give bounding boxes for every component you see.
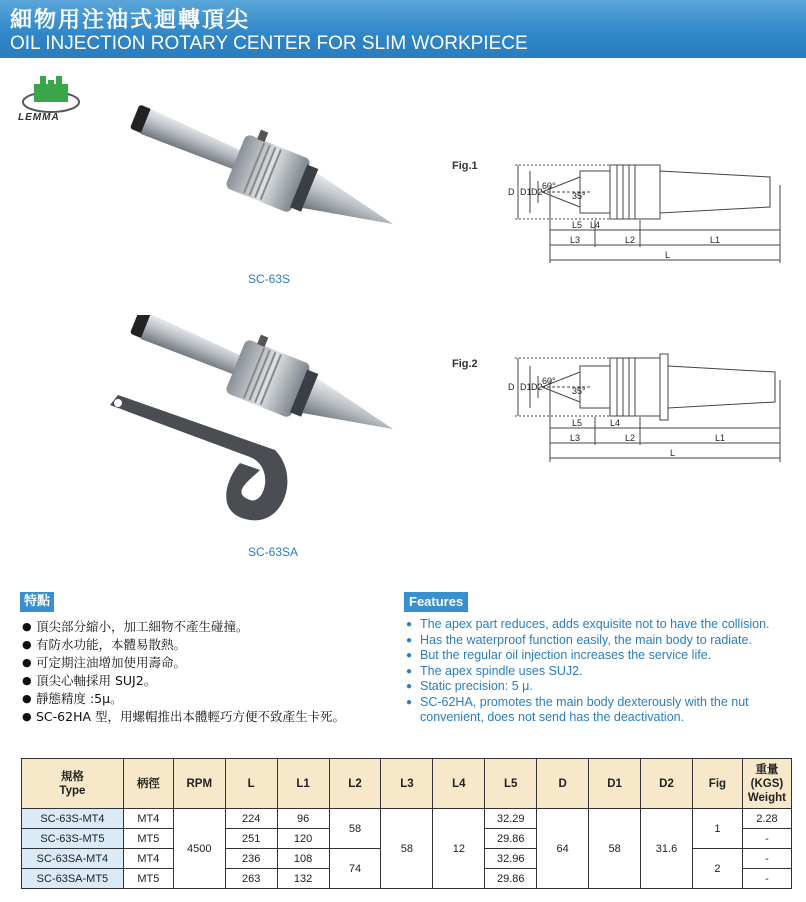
cell-taper: MT4 [123,849,173,869]
col-header-D2: D2 [641,759,693,809]
cell-type: SC-63S-MT5 [22,829,124,849]
cell-D: 64 [537,809,589,889]
fig2-dim-35: 35° [572,386,586,396]
cell-fig: 1 [692,809,742,849]
fig2-dim-D1: D1 [520,382,532,392]
fig2-dim-L2: L2 [625,433,636,443]
features-zh-item: ● 頂尖部分縮小，加工細物不產生碰撞。 [22,618,362,636]
col-header-D1: D1 [589,759,641,809]
cell-rpm: 4500 [173,809,225,889]
product-caption-sc63s: SC-63S [248,272,291,286]
cell-weight: - [742,829,791,849]
features-en-item: ● The apex part reduces, adds exquisite not to have the collision. [406,617,806,633]
spec-table [21,758,792,889]
col-header-D: D [537,759,589,809]
fig1-label: Fig.1 [452,160,478,172]
cell-L1: 108 [277,849,329,869]
features-zh-item: ● 可定期注油增加使用壽命。 [22,654,362,672]
cell-L5: 32.29 [485,809,537,829]
cell-weight: 2.28 [742,809,791,829]
col-header-L1: L1 [277,759,329,809]
cell-L: 251 [225,829,277,849]
col-header-L2: L2 [329,759,381,809]
features-zh-item: ● 有防水功能，本體易散熱。 [22,636,362,654]
fig2-dim-L3: L3 [570,433,581,443]
cell-L: 263 [225,869,277,889]
fig2-dim-D2: D2 [531,382,543,392]
fig1-dim-D2: D2 [531,187,543,197]
page-title-en: OIL INJECTION ROTARY CENTER FOR SLIM WORKPIECE [10,33,528,54]
features-zh-item: ● 靜態精度 :5μ。 [22,690,362,708]
fig1-dim-L3: L3 [570,235,581,245]
cell-D2: 31.6 [641,809,693,889]
fig1-dim-D: D [508,187,515,197]
page-title-zh: 細物用注油式迴轉頂尖 [10,8,251,33]
cell-weight: - [742,869,791,889]
features-en-item: ● The apex spindle uses SUJ2. [406,664,806,680]
features-zh-list [22,618,362,726]
cell-L: 236 [225,849,277,869]
product-caption-sc63sa: SC-63SA [248,545,299,559]
cell-L2: 58 [329,809,381,849]
features-en-item: ● Static precision: 5 μ. [406,679,806,695]
fig1-dim-L5: L5 [572,220,583,230]
cell-taper: MT4 [123,809,173,829]
rotary-center-sc63s-image [110,100,420,260]
cell-L5: 29.86 [485,829,537,849]
cell-type: SC-63S-MT4 [22,809,124,829]
fig1-dim-D1: D1 [520,187,532,197]
fig2-dim-L4: L4 [610,418,621,428]
logo-text: LEMMA [18,112,60,123]
cell-L5: 32.96 [485,849,537,869]
col-header-L: L [225,759,277,809]
fig2-dim-60: 60° [542,376,556,386]
fig2-dim-L: L [670,448,676,458]
features-zh-title: 特點 [20,592,54,612]
features-en-item: ● But the regular oil injection increases the service life. [406,648,806,664]
fig1-dim-35: 35° [572,191,586,201]
fig1-dim-60: 60° [542,181,556,191]
fig2-label: Fig.2 [452,358,478,370]
col-header-weight: 重量 (KGS) Weight [742,759,791,809]
cell-L1: 120 [277,829,329,849]
features-zh-item: ● SC-62HA 型，用螺帽推出本體輕巧方便不致產生卡死。 [22,708,362,726]
fig2-dim-D: D [508,382,515,392]
col-header-L3: L3 [381,759,433,809]
fig1-drawing [480,155,790,270]
features-en-item: ● Has the waterproof function easily, the main body to radiate. [406,633,806,649]
fig2-dim-L5: L5 [572,418,583,428]
features-en-item: ● SC-62HA, promotes the main body dexterously with the nut convenient, does not send has the deactivation. [406,695,806,726]
col-header-rpm: RPM [173,759,225,809]
cell-taper: MT5 [123,829,173,849]
features-zh-item: ● 頂尖心軸採用 SUJ2。 [22,672,362,690]
features-en-list [406,617,806,726]
cell-taper: MT5 [123,869,173,889]
fig2-drawing [480,350,790,470]
cell-L1: 132 [277,869,329,889]
fig1-dim-L: L [665,250,671,260]
cell-L3: 58 [381,809,433,889]
table-header-row [22,759,792,809]
cell-L2: 74 [329,849,381,889]
cell-weight: - [742,849,791,869]
features-en-title: Features [404,592,468,612]
cell-fig: 2 [692,849,742,889]
col-header-taper: 柄徑 [123,759,173,809]
col-header-type: 規格 Type [22,759,124,809]
fig1-dim-L2: L2 [625,235,636,245]
cell-L1: 96 [277,809,329,829]
rotary-center-sc63sa-image [100,315,420,525]
cell-type: SC-63SA-MT5 [22,869,124,889]
fig1-dim-L4: L4 [590,220,601,230]
cell-L4: 12 [433,809,485,889]
col-header-L4: L4 [433,759,485,809]
cell-L5: 29.86 [485,869,537,889]
col-header-fig: Fig [692,759,742,809]
fig1-dim-L1: L1 [710,235,721,245]
cell-L: 224 [225,809,277,829]
table-row [22,809,792,829]
cell-D1: 58 [589,809,641,889]
header-banner [0,0,806,58]
col-header-L5: L5 [485,759,537,809]
cell-type: SC-63SA-MT4 [22,849,124,869]
fig2-dim-L1: L1 [715,433,726,443]
